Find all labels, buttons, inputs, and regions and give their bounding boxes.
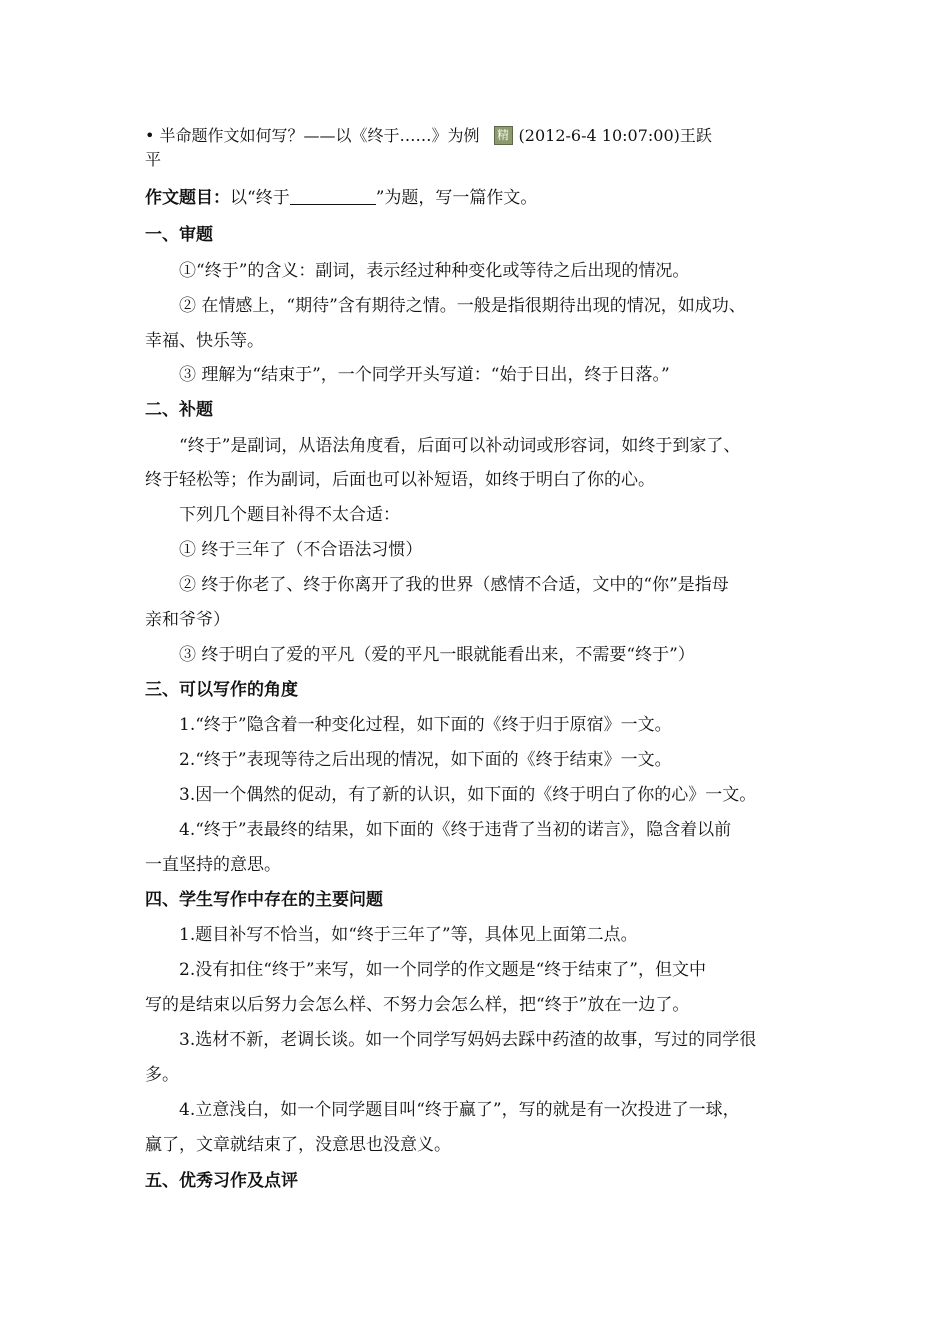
paragraph-cont: 幸福、快乐等。 (145, 331, 264, 351)
paragraph-cont: 终于轻松等；作为副词，后面也可以补短语，如终于明白了你的心。 (145, 470, 655, 490)
paragraph: 2.“终于”表现等待之后出现的情况，如下面的《终于结束》一文。 (179, 750, 672, 770)
article-date-author: (2012-6-4 10:07:00)王跃 (518, 126, 712, 145)
paragraph: ① 终于三年了（不合语法习惯） (179, 540, 423, 560)
section-heading-4: 四、学生写作中存在的主要问题 (145, 890, 383, 910)
paragraph: 4.立意浅白，如一个同学题目叫“终于赢了”，写的就是有一次投进了一球， (179, 1100, 740, 1120)
article-title: 半命题作文如何写？——以《终于……》为例 (159, 126, 480, 145)
paragraph: 1.题目补写不恰当，如“终于三年了”等，具体见上面第二点。 (179, 925, 638, 945)
paragraph-cont: 写的是结束以后努力会怎么样、不努力会怎么样，把“终于”放在一边了。 (145, 995, 690, 1015)
paragraph: “终于”是副词，从语法角度看，后面可以补动词或形容词，如终于到家了、 (179, 436, 741, 456)
topic-label: 作文题目： (145, 188, 230, 208)
topic-text-before: 以“终于 (230, 188, 290, 208)
section-heading-2: 二、补题 (145, 400, 213, 420)
topic-line (145, 181, 810, 215)
paragraph-cont: 一直坚持的意思。 (145, 855, 281, 875)
topic-blank (290, 184, 376, 205)
paragraph: 3.选材不新，老调长谈。如一个同学写妈妈去踩中药渣的故事，写过的同学很 (179, 1030, 757, 1050)
paragraph-cont: 赢了，文章就结束了，没意思也没意义。 (145, 1135, 451, 1155)
paragraph-cont: 亲和爷爷） (145, 610, 230, 630)
title-bullet: • (145, 126, 155, 145)
paragraph: 3.因一个偶然的促动，有了新的认识，如下面的《终于明白了你的心》一文。 (179, 785, 757, 805)
section-heading-5: 五、优秀习作及点评 (145, 1171, 298, 1191)
paragraph-cont: 多。 (145, 1065, 179, 1085)
article-title-line (145, 124, 810, 148)
paragraph: ①“终于”的含义：副词，表示经过种种变化或等待之后出现的情况。 (179, 261, 690, 281)
section-heading-1: 一、审题 (145, 225, 213, 245)
featured-badge-icon: 精 (494, 126, 513, 145)
paragraph: ③ 终于明白了爱的平凡（爱的平凡一眼就能看出来，不需要“终于”） (179, 645, 695, 665)
paragraph: ③ 理解为“结束于”，一个同学开头写道：“始于日出，终于日落。” (179, 365, 670, 385)
section-heading-3: 三、可以写作的角度 (145, 680, 298, 700)
paragraph: 下列几个题目补得不太合适： (179, 505, 400, 525)
paragraph: 4.“终于”表最终的结果，如下面的《终于违背了当初的诺言》，隐含着以前 (179, 820, 732, 840)
paragraph: ② 在情感上，“期待”含有期待之情。一般是指很期待出现的情况，如成功、 (179, 296, 746, 316)
article-author-cont: 平 (145, 150, 162, 169)
paragraph: 1.“终于”隐含着一种变化过程，如下面的《终于归于原宿》一文。 (179, 715, 672, 735)
topic-text-after: ”为题，写一篇作文。 (375, 188, 538, 208)
paragraph: 2.没有扣住“终于”来写，如一个同学的作文题是“终于结束了”，但文中 (179, 960, 706, 980)
article-title-line-2 (145, 148, 810, 172)
paragraph: ② 终于你老了、终于你离开了我的世界（感情不合适，文中的“你”是指母 (179, 575, 729, 595)
